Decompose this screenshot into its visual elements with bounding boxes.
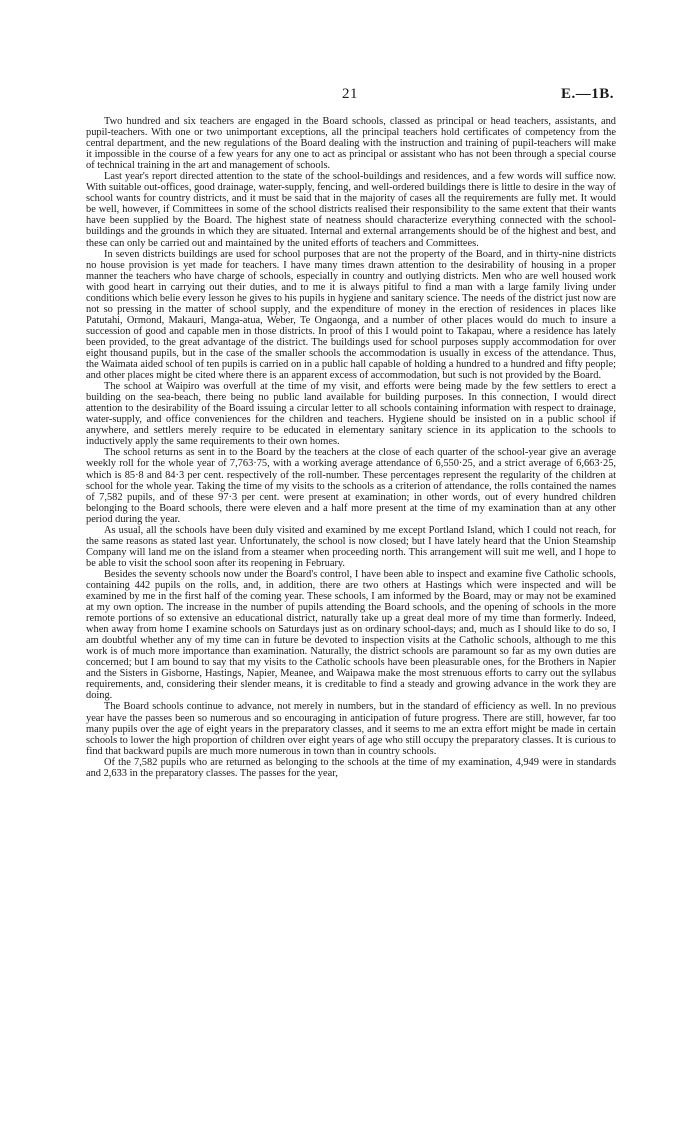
document-reference: E.—1B. [560, 86, 614, 102]
paragraph-school-returns: The school returns as sent in to the Board by the teachers at the close of each quarter of the school-year give an average weekly roll for the whole year of 7,763·75, with a working average attendance of 6,550·25, and a strict average of 6,663·25, which is 85·8 and 84·3 per cent. respectively of the roll-number. These percentages represent the regularity of the children at school for the whole year. Taking the time of my visits to the schools as a criterion of attendance, the rolls contained the names of 7,582 pupils, and of these 97·3 per cent. were present at examination; in other words, out of every hundred children belonging to the Board schools, there were eleven and a half more present at the time of my examination than at any other period during the year. [86, 447, 616, 525]
body-text [86, 116, 616, 779]
paragraph-housing: In seven districts buildings are used for school purposes that are not the property of the Board, and in thirty-nine districts no house provision is yet made for teachers. I have many times drawn attention to the desirability of housing in a proper manner the teachers who have charge of schools, especially in country and outlying districts. Men who are well housed work with good heart in carrying out their duties, and to me it is always pitiful to find a man with a large family living under conditions which belie every lesson he gives to his pupils in hygiene and sanitary science. The needs of the district just now are not so pressing in the matter of school supply, and the expenditure of money in the erection of residences in places like Patutahi, Ormond, Makauri, Manga-atua, Weber, Te Ongaonga, and a number of other places would do much to insure a succession of good and capable men in those districts. In proof of this I would point to Takapau, where a residence has lately been provided, to the great advantage of the district. The buildings used for school purposes supply accommodation for over eight thousand pupils, but in the case of the smaller schools the accommodation is usually in excess of the attendance. Thus, the Waimata aided school of ten pupils is carried on in a public hall capable of holding a hundred to a hundred and fifty people; and other places might be cited where there is an apparent excess of accommodation, but such is not provided by the Board. [86, 248, 616, 382]
paragraph-waipiro: The school at Waipiro was overfull at the time of my visit, and efforts were being made by the few settlers to erect a building on the sea-beach, there being no public land available for building purposes. In this connection, I would direct attention to the desirability of the Board issuing a circular letter to all schools containing information with respect to drainage, water-supply, and office conveniences for the children and teachers. Hygiene should be insisted on in a public school if anywhere, and settlers merely require to be educated in elementary sanitary science in its application to the schools to inductively apply the same requirements to their own homes. [86, 381, 616, 448]
page-number: 21 [342, 86, 358, 102]
paragraph-teachers: Two hundred and six teachers are engaged in the Board schools, classed as principal or head teachers, assistants, and pupil-teachers. With one or two unimportant exceptions, all the principal teachers hold certificates of competency from the central department, and the new regulations of the Board dealing with the instruction and training of pupil-teachers will make it impossible in the course of a few years for any one to act as principal or assistant who has not been through a special course of technical training in the art and management of schools. [86, 116, 616, 172]
paragraph-catholic-schools: Besides the seventy schools now under the Board's control, I have been able to inspect and examine five Catholic schools, containing 442 pupils on the rolls, and, in addition, there are two others at Hastings which were inspected and will be examined by me in the first half of the coming year. These schools, I am informed by the Board, may or may not be examined at my own option. The increase in the number of pupils attending the Board schools, and the opening of schools in the more remote portions of so extensive an educational district, naturally take up a great deal more of my time than formerly. Indeed, when away from home I examine schools on Saturdays just as on ordinary school-days; and, much as I should like to do so, I am doubtful whether any of my time can in future be devoted to inspection visits at the Catholic schools, although to me this work is of much more importance than examination. Naturally, the district schools are paramount so far as my own duties are concerned; but I am bound to say that my visits to the Catholic schools have been pleasurable ones, for the Brothers in Napier and the Sisters in Gisborne, Hastings, Napier, Meanee, and Waipawa make the most strenuous efforts to carry out the syllabus requirements, and, considering their slender means, it is creditable to find a steady and growing advance in the work they are doing. [86, 568, 616, 702]
paragraph-visits: As usual, all the schools have been duly visited and examined by me except Portland Island, which I could not reach, for the same reasons as stated last year. Unfortunately, the school is now closed; but I have lately heard that the Union Steamship Company will land me on the island from a steamer when proceeding north. This arrangement will suit me well, and I hope to be able to visit the school soon after its reopening in February. [86, 524, 616, 569]
paragraph-school-buildings: Last year's report directed attention to the state of the school-buildings and residences, and a few words will suffice now. With suitable out-offices, good drainage, water-supply, fencing, and well-ordered buildings there is little to desire in the way of school wants for country districts, and it must be said that in the majority of cases all the requirements are fully met. It would be well, however, if Committees in some of the school districts realised their responsibility to the same extent that their wants have been supplied by the Board. The highest state of neatness should characterize everything connected with the school-buildings and the grounds in which they are situated. Internal and external arrangements should be of the highest and best, and these can only be carried out and maintained by the united efforts of teachers and Committees. [86, 171, 616, 249]
paragraph-board-schools-advance: The Board schools continue to advance, not merely in numbers, but in the standard of efficiency as well. In no previous year have the passes been so numerous and so encouraging in anticipation of future progress. There are still, however, far too many pupils over the age of eight years in the preparatory classes, and it seems to me an extra effort might be made in certain schools to lower the high proportion of children over eight years of age who still occupy the preparatory classes. It is curious to find that backward pupils are much more numerous in town than in country schools. [86, 701, 616, 757]
paragraph-pupil-numbers: Of the 7,582 pupils who are returned as belonging to the schools at the time of my examination, 4,949 were in standards and 2,633 in the preparatory classes. The passes for the year, [86, 756, 616, 779]
